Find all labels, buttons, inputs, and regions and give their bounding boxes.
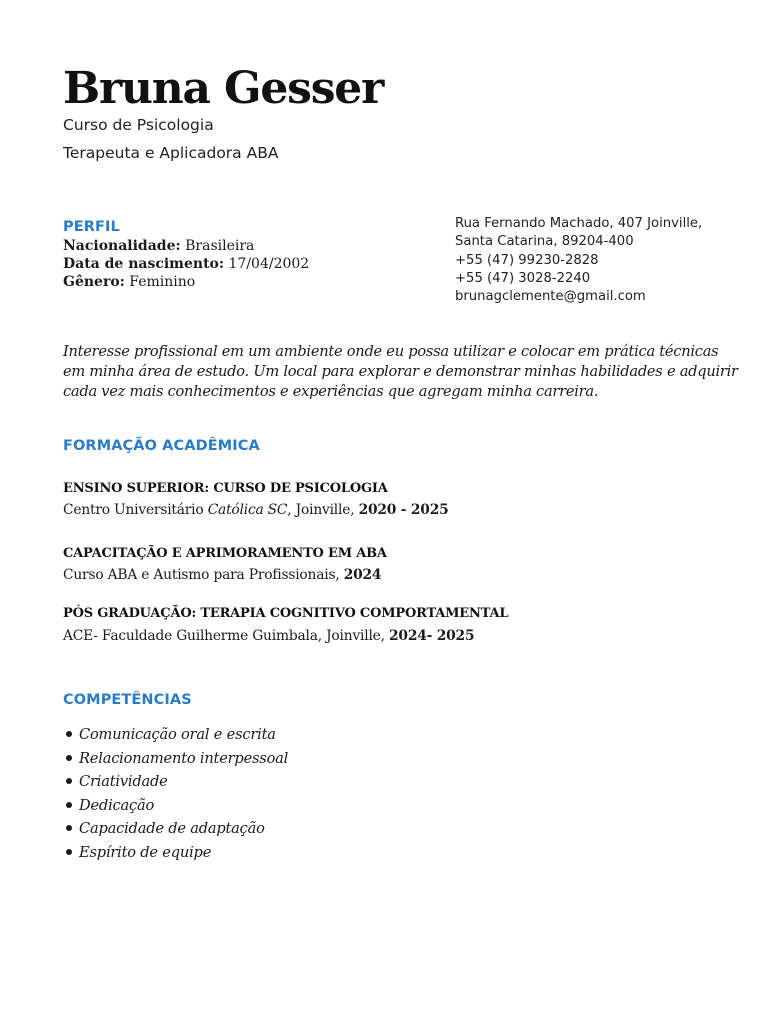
phone-landline: +55 (47) 3028-2240 (455, 270, 591, 286)
education-period: 2024- 2025 (389, 628, 475, 644)
skills-heading: COMPETÊNCIAS (63, 692, 192, 708)
institution-city: , Joinville, (287, 502, 359, 518)
skills-list (63, 723, 288, 864)
education-period: 2020 - 2025 (358, 502, 449, 518)
list-item (63, 794, 288, 818)
candidate-name: Bruna Gesser (63, 63, 384, 114)
education-item-detail (63, 502, 449, 518)
institution-name-italic: Católica SC (207, 502, 288, 518)
list-item (63, 770, 288, 794)
birth-date-value: 17/04/2002 (228, 256, 310, 272)
education-heading: FORMAÇÃO ACADÊMICA (63, 438, 260, 454)
skill-label: Espírito de equipe (79, 843, 212, 861)
institution-name: ACE- Faculdade Guilherme Guimbala, Joinville, (63, 628, 390, 644)
phone-mobile: +55 (47) 99230-2828 (455, 252, 599, 268)
skill-label: Criatividade (79, 773, 168, 790)
subtitle-role: Terapeuta e Aplicadora ABA (63, 144, 279, 162)
birth-date-row (63, 255, 309, 273)
education-period: 2024 (343, 567, 382, 583)
list-item (63, 747, 288, 771)
bullet-icon (66, 731, 72, 737)
nationality-label: Nacionalidade: (63, 238, 181, 254)
contact-info (455, 215, 702, 306)
education-item-title: ENSINO SUPERIOR: CURSO DE PSICOLOGIA (63, 481, 388, 496)
skill-label: Dedicação (79, 796, 155, 814)
list-item (63, 817, 288, 841)
institution-name: Centro Universitário (63, 502, 208, 518)
education-item-title: PÓS GRADUAÇÃO: TERAPIA COGNITIVO COMPORTAMENTAL (63, 606, 509, 621)
list-item (63, 841, 288, 865)
bullet-icon (66, 778, 72, 784)
address-line-2: Santa Catarina, 89204-400 (455, 234, 634, 250)
education-item-detail (63, 567, 381, 583)
email-address: brunagclemente@gmail.com (455, 289, 646, 305)
subtitle-course: Curso de Psicologia (63, 116, 214, 134)
bullet-icon (66, 802, 72, 808)
education-item-detail (63, 628, 474, 644)
skill-label: Comunicação oral e escrita (79, 726, 276, 743)
birth-date-label: Data de nascimento: (63, 256, 225, 272)
professional-summary: Interesse profissional em um ambiente onde eu possa utilizar e colocar em prática técnicas em minha área de estudo. Um local para explorar e demonstrar minhas habilidades e adquirir cada vez mais conhecimentos e experiências que agregam minha carreira. (63, 343, 738, 400)
nationality-row (63, 237, 309, 255)
institution-name: Curso ABA e Autismo para Profissionais, (63, 567, 344, 583)
education-item-title: CAPACITAÇÃO E APRIMORAMENTO EM ABA (63, 546, 387, 561)
gender-value: Feminino (129, 274, 196, 290)
skill-label: Capacidade de adaptação (79, 820, 265, 837)
bullet-icon (66, 849, 72, 855)
profile-heading: PERFIL (63, 219, 120, 235)
bullet-icon (66, 755, 72, 761)
list-item (63, 723, 288, 747)
address-line-1: Rua Fernando Machado, 407 Joinville, (455, 216, 703, 231)
skill-label: Relacionamento interpessoal (79, 749, 289, 767)
gender-row (63, 273, 309, 291)
profile-details (63, 237, 309, 291)
nationality-value: Brasileira (185, 238, 255, 254)
gender-label: Gênero: (63, 274, 125, 290)
bullet-icon (66, 825, 72, 831)
